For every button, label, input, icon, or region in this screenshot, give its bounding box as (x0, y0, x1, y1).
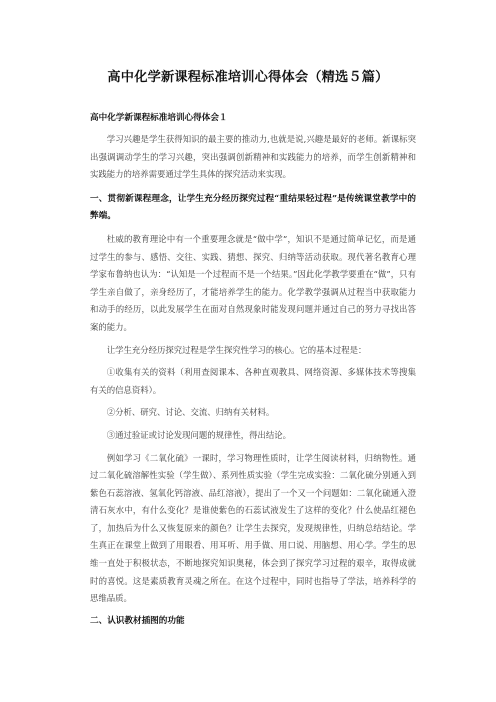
paragraph-step-3: ③通过验证或讨论发现问题的规律性，得出结论。 (106, 429, 292, 440)
paragraph-dewey: 杜威的教育理论中有一个重要理念就是“做中学”，知识不是通过简单记忆，而是通过学生的参与、感悟、交往、实践、猜想、探究、归纳等活动获取。现代著名教育心理学家布鲁纳也认为：“认知是一个过程而不是一个结果。”因此化学教学要重在“做”，只有学生亲自做了，亲身经历了，才能培养学生的能力。化学教学强调从过程当中获取能力和动手的经历，以此发展学生在面对自然现象时能发现问题并通过自己的努力寻找出答案的能力。 (90, 233, 416, 332)
paragraph-intro: 学习兴趣是学生获得知识的最主要的推动力,也就是说,兴趣是最好的老师。新课标突出强调调动学生的学习兴趣，突出强调创新精神和实践能力的培养，而学生创新精神和实践能力的培养需要通过学生具体的探究活动来实现。 (90, 134, 416, 180)
paragraph-example: 例如学习《二氧化硫》一课时，学习物理性质时，让学生阅读材料，归纳物性。通过二氧化硫溶解性实验（学生做）、系列性质实验（学生完成实验：二氧化硫分别通入到紫色石蕊溶液、氢氧化钙溶液、品红溶液），提出了一个又一个问题如：二氧化硫通入澄清石灰水中，有什么变化？是谁使紫色的石蕊试液发生了这样的变化？什么使品红褪色了，加热后为什么又恢复原来的颜色？让学生去探究，发现规律性，归纳总结结论。学生真正在课堂上做到了用眼看、用耳听、用手做、用口说、用脑想、用心学。学生的思维一直处于积极状态，不断地探究知识奥秘，体会到了探究学习过程的艰辛，取得成就时的喜悦。这是素质教育灵魂之所在。在这个过程中，同时也指导了学法，培养科学的思维品质。 (90, 452, 416, 604)
document-body (90, 110, 416, 635)
section-heading-1: 一、贯彻新课程理念，让学生充分经历探究过程“重结果轻过程”是传统课堂教学中的弊端。 (90, 193, 416, 222)
paragraph-process-intro: 让学生充分经历探究过程是学生探究性学习的核心。它的基本过程是： (106, 344, 367, 355)
document-title: 高中化学新课程标准培训心得体会（精选５篇） (107, 70, 389, 85)
paragraph-step-1: ①收集有关的资料（利用查阅课本、各种直观教具、网络资源、多媒体技术等搜集有关的信息资料）。 (90, 367, 416, 395)
section-subtitle: 高中化学新课程标准培训心得体会１ (90, 113, 228, 123)
section-heading-2: 二、认识教材插图的功能 (90, 615, 185, 626)
paragraph-step-2: ②分析、研究、讨论、交流、归纳有关材料。 (106, 407, 275, 418)
